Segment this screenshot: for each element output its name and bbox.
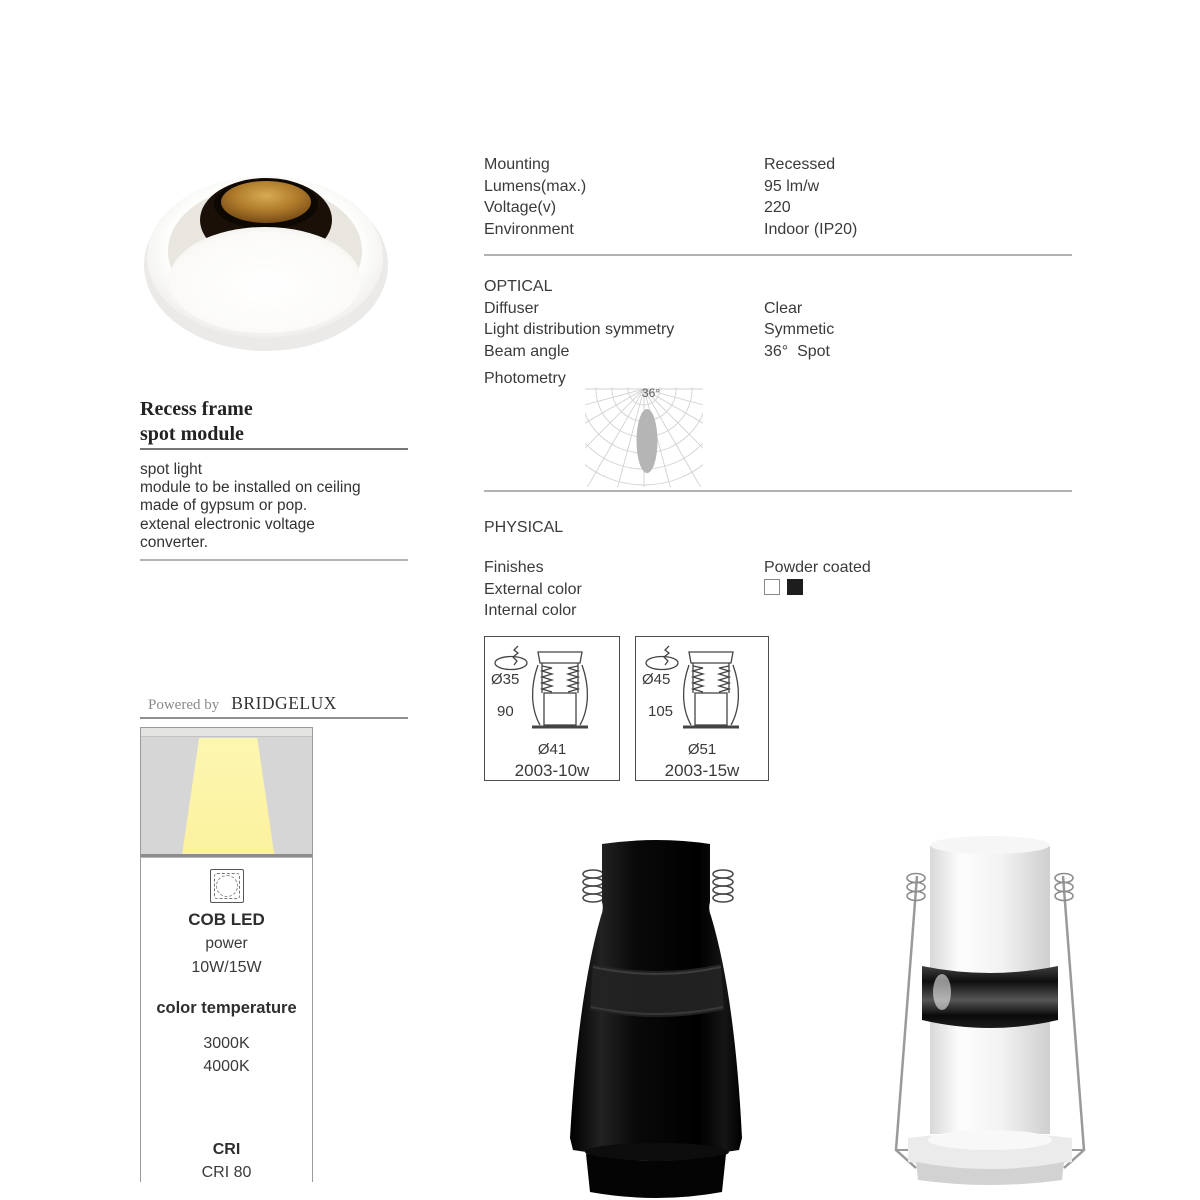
powered-by-label: Powered by bbox=[148, 697, 220, 713]
spec-value: Recessed bbox=[764, 156, 836, 173]
color-swatches bbox=[764, 579, 803, 595]
section-divider bbox=[484, 490, 1072, 492]
black-color-swatch bbox=[787, 579, 803, 595]
description-divider bbox=[140, 559, 408, 561]
spec-row bbox=[484, 176, 1074, 198]
description-line: converter. bbox=[140, 533, 209, 551]
model-name: 2003-15w bbox=[664, 761, 740, 780]
description-line: made of gypsum or pop. bbox=[140, 497, 308, 515]
spec-row bbox=[484, 154, 1074, 176]
powered-by-line bbox=[148, 693, 337, 714]
physical-header: PHYSICAL bbox=[484, 519, 564, 536]
spec-row bbox=[484, 219, 1074, 241]
cob-icon-dashed-circle bbox=[216, 875, 238, 897]
brand-divider bbox=[140, 717, 408, 719]
white-color-swatch bbox=[764, 579, 780, 595]
spec-label: Environment bbox=[484, 220, 574, 238]
product-description bbox=[140, 461, 416, 552]
body-diameter: Ø51 bbox=[687, 741, 717, 758]
ceiling-cutout-icon bbox=[493, 645, 533, 673]
general-specs bbox=[484, 154, 1074, 240]
cutout-diameter: Ø45 bbox=[642, 671, 671, 688]
beam-intensity-lobe bbox=[637, 409, 658, 473]
color-temperature-value: 4000K bbox=[203, 1058, 250, 1075]
product-title-line1: Recess frame bbox=[140, 398, 253, 420]
product-title bbox=[140, 397, 253, 447]
spec-label: Internal color bbox=[484, 602, 577, 619]
cri-value: CRI 80 bbox=[201, 1164, 252, 1181]
description-line: module to be installed on ceiling bbox=[140, 479, 361, 497]
led-type-label: COB LED bbox=[188, 910, 265, 929]
spec-label: Lumens(max.) bbox=[484, 177, 587, 195]
spec-value: 36° Spot bbox=[764, 342, 830, 360]
light-beam-cone bbox=[141, 738, 312, 855]
optical-specs bbox=[484, 276, 1074, 362]
spec-value: 220 bbox=[764, 199, 791, 216]
spec-value: Clear bbox=[764, 299, 803, 317]
spec-row bbox=[484, 600, 1074, 622]
body-diameter: Ø41 bbox=[537, 741, 567, 758]
spec-value: Symmetic bbox=[764, 321, 835, 338]
cob-led-reflector bbox=[221, 181, 311, 223]
beam-diagram bbox=[140, 727, 313, 857]
black-fixture-photo bbox=[556, 836, 762, 1200]
title-divider bbox=[140, 448, 408, 450]
beam-angle-marker: 36° bbox=[641, 386, 661, 400]
brand-name: BRIDGELUX bbox=[231, 693, 337, 713]
dimension-box-2003-15w bbox=[635, 636, 769, 781]
fixture-height: 90 bbox=[497, 703, 514, 720]
spec-label: Beam angle bbox=[484, 342, 570, 360]
spec-row bbox=[484, 197, 1074, 219]
fixture-section-drawing bbox=[680, 651, 742, 743]
spec-value: Powder coated bbox=[764, 559, 871, 576]
power-value: 10W/15W bbox=[191, 959, 262, 976]
fixture-section-drawing bbox=[529, 651, 591, 743]
photometry-polar-diagram bbox=[585, 387, 703, 487]
fixture-bottom-face bbox=[928, 1130, 1052, 1150]
module-info-panel bbox=[140, 857, 313, 1182]
black-fixture-band bbox=[590, 964, 724, 1017]
spec-label: Finishes bbox=[484, 559, 544, 576]
cob-led-icon bbox=[210, 869, 244, 903]
product-title-line2: spot module bbox=[140, 423, 244, 445]
spec-row bbox=[484, 341, 1074, 363]
spec-label: Diffuser bbox=[484, 299, 539, 317]
optical-header: OPTICAL bbox=[484, 278, 553, 295]
dimension-box-2003-10w bbox=[484, 636, 620, 781]
cavity-cone bbox=[169, 227, 361, 333]
cri-label: CRI bbox=[212, 1141, 241, 1158]
cutout-diameter: Ø35 bbox=[491, 671, 520, 688]
spec-label: Light distribution symmetry bbox=[484, 321, 675, 338]
spec-row bbox=[484, 298, 1074, 320]
spec-row bbox=[484, 557, 1074, 579]
model-name: 2003-10w bbox=[514, 761, 590, 780]
spec-label: Voltage(v) bbox=[484, 199, 557, 216]
spec-value: Indoor (IP20) bbox=[764, 220, 858, 238]
spec-label: Mounting bbox=[484, 156, 550, 173]
ceiling-strip bbox=[141, 728, 312, 737]
color-temperature-label: color temperature bbox=[156, 999, 297, 1017]
color-temperature-value: 3000K bbox=[203, 1035, 250, 1052]
photometry-label: Photometry bbox=[484, 370, 566, 387]
band-highlight bbox=[933, 974, 951, 1010]
spec-value: 95 lm/w bbox=[764, 177, 820, 195]
fixture-height: 105 bbox=[648, 703, 674, 720]
spec-label: External color bbox=[484, 580, 582, 598]
power-label: power bbox=[205, 935, 248, 952]
ceiling-cutout-icon bbox=[644, 645, 684, 673]
recessed-downlight-photo bbox=[138, 158, 428, 378]
description-line: spot light bbox=[140, 461, 203, 478]
section-divider bbox=[484, 254, 1072, 256]
white-fixture-photo bbox=[886, 830, 1094, 1190]
description-line: extenal electronic voltage bbox=[140, 515, 315, 533]
fixture-top-cap bbox=[930, 836, 1050, 854]
spec-row bbox=[484, 319, 1074, 341]
